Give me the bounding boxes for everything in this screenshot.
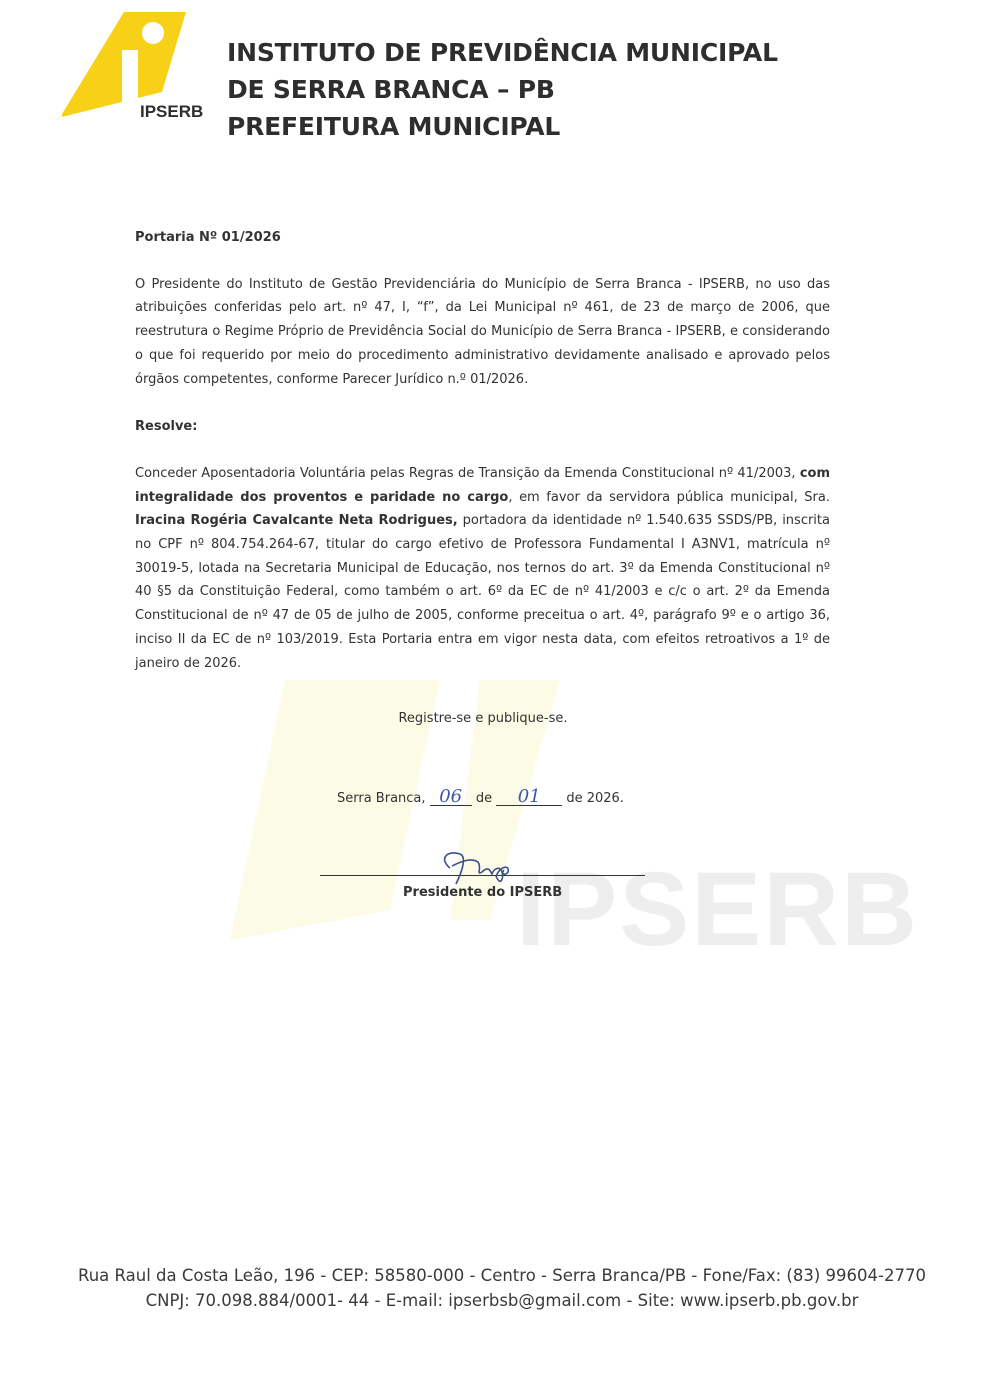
date-line (337, 786, 624, 807)
title-line-1: INSTITUTO DE PREVIDÊNCIA MUNICIPAL (227, 38, 778, 67)
svg-text:IPSERB: IPSERB (516, 851, 919, 968)
document-body (135, 226, 830, 675)
title-line-3: PREFEITURA MUNICIPAL (227, 112, 561, 141)
svg-text:IPSERB: IPSERB (140, 102, 204, 121)
title-line-2: DE SERRA BRANCA – PB (227, 75, 555, 104)
register-line: Registre-se e publique-se. (398, 711, 568, 726)
date-de: de (475, 791, 493, 806)
main-text-2: , em favor da servidora pública municipal, Sra. (508, 489, 830, 505)
date-month-handwritten: 01 (496, 789, 562, 806)
main-text-bold-1: com integralidade dos proventos e paridade no cargo (135, 465, 830, 505)
resolve-heading: Resolve: (135, 419, 198, 435)
ipserb-logo (62, 10, 212, 122)
date-prefix: Serra Branca, (337, 791, 426, 806)
footer-address (0, 1263, 1000, 1313)
footer-line-1: Rua Raul da Costa Leão, 196 - CEP: 58580-000 - Centro - Serra Branca/PB - Fone/Fax: (83) 99604-2770 (78, 1266, 926, 1285)
main-paragraph (135, 462, 830, 675)
intro-paragraph: O Presidente do Instituto de Gestão Previdenciária do Município de Serra Branca - IPSERB, no uso das atribuições conferidas pelo art. nº 47, I, “f”, da Lei Municipal nº 461, de 23 de março de 2006, que reestrutura o Regime Próprio de Previdência Social do Município de Serra Branca - IPSERB, e considerando o que foi requerido por meio do procedimento administrativo devidamente analisado e aprovado pelos órgãos competentes, conforme Parecer Jurídico n.º 01/2026. (135, 276, 830, 387)
institution-title (227, 34, 778, 145)
main-text-1: Conceder Aposentadoria Voluntária pelas Regras de Transição da Emenda Constitucional nº 41/2003, (135, 465, 800, 481)
main-text-3: portadora da identidade nº 1.540.635 SSDS/PB, inscrita no CPF nº 804.754.264-67, titular do cargo efetivo de Professora Fundamental I A3NV1, matrícula nº 30019-5, lotada na Secretaria Municipal de Educação, nos ternos do art. 3º da Emenda Constitucional nº 40 §5 da Constituição Federal, como também o art. 6º da EC de nº 41/2003 e c/c o art. 2º da Emenda Constitucional de nº 47 de 05 de julho de 2005, conforme preceitua o art. 4º, parágrafo 9º e o artigo 36, inciso II da EC de nº 103/2019. Esta Portaria entra em vigor nesta data, com efeitos retroativos a 1º de janeiro de 2026. (135, 513, 830, 671)
signature-label: Presidente do IPSERB (403, 885, 563, 900)
beneficiary-name: Iracina Rogéria Cavalcante Neta Rodrigues, (135, 513, 458, 529)
date-day-handwritten: 06 (430, 789, 472, 806)
portaria-number: Portaria Nº 01/2026 (135, 230, 281, 245)
date-suffix: de 2026. (566, 791, 624, 806)
footer-line-2: CNPJ: 70.098.884/0001- 44 - E-mail: ipserbsb@gmail.com - Site: www.ipserb.pb.gov.br (145, 1291, 859, 1310)
